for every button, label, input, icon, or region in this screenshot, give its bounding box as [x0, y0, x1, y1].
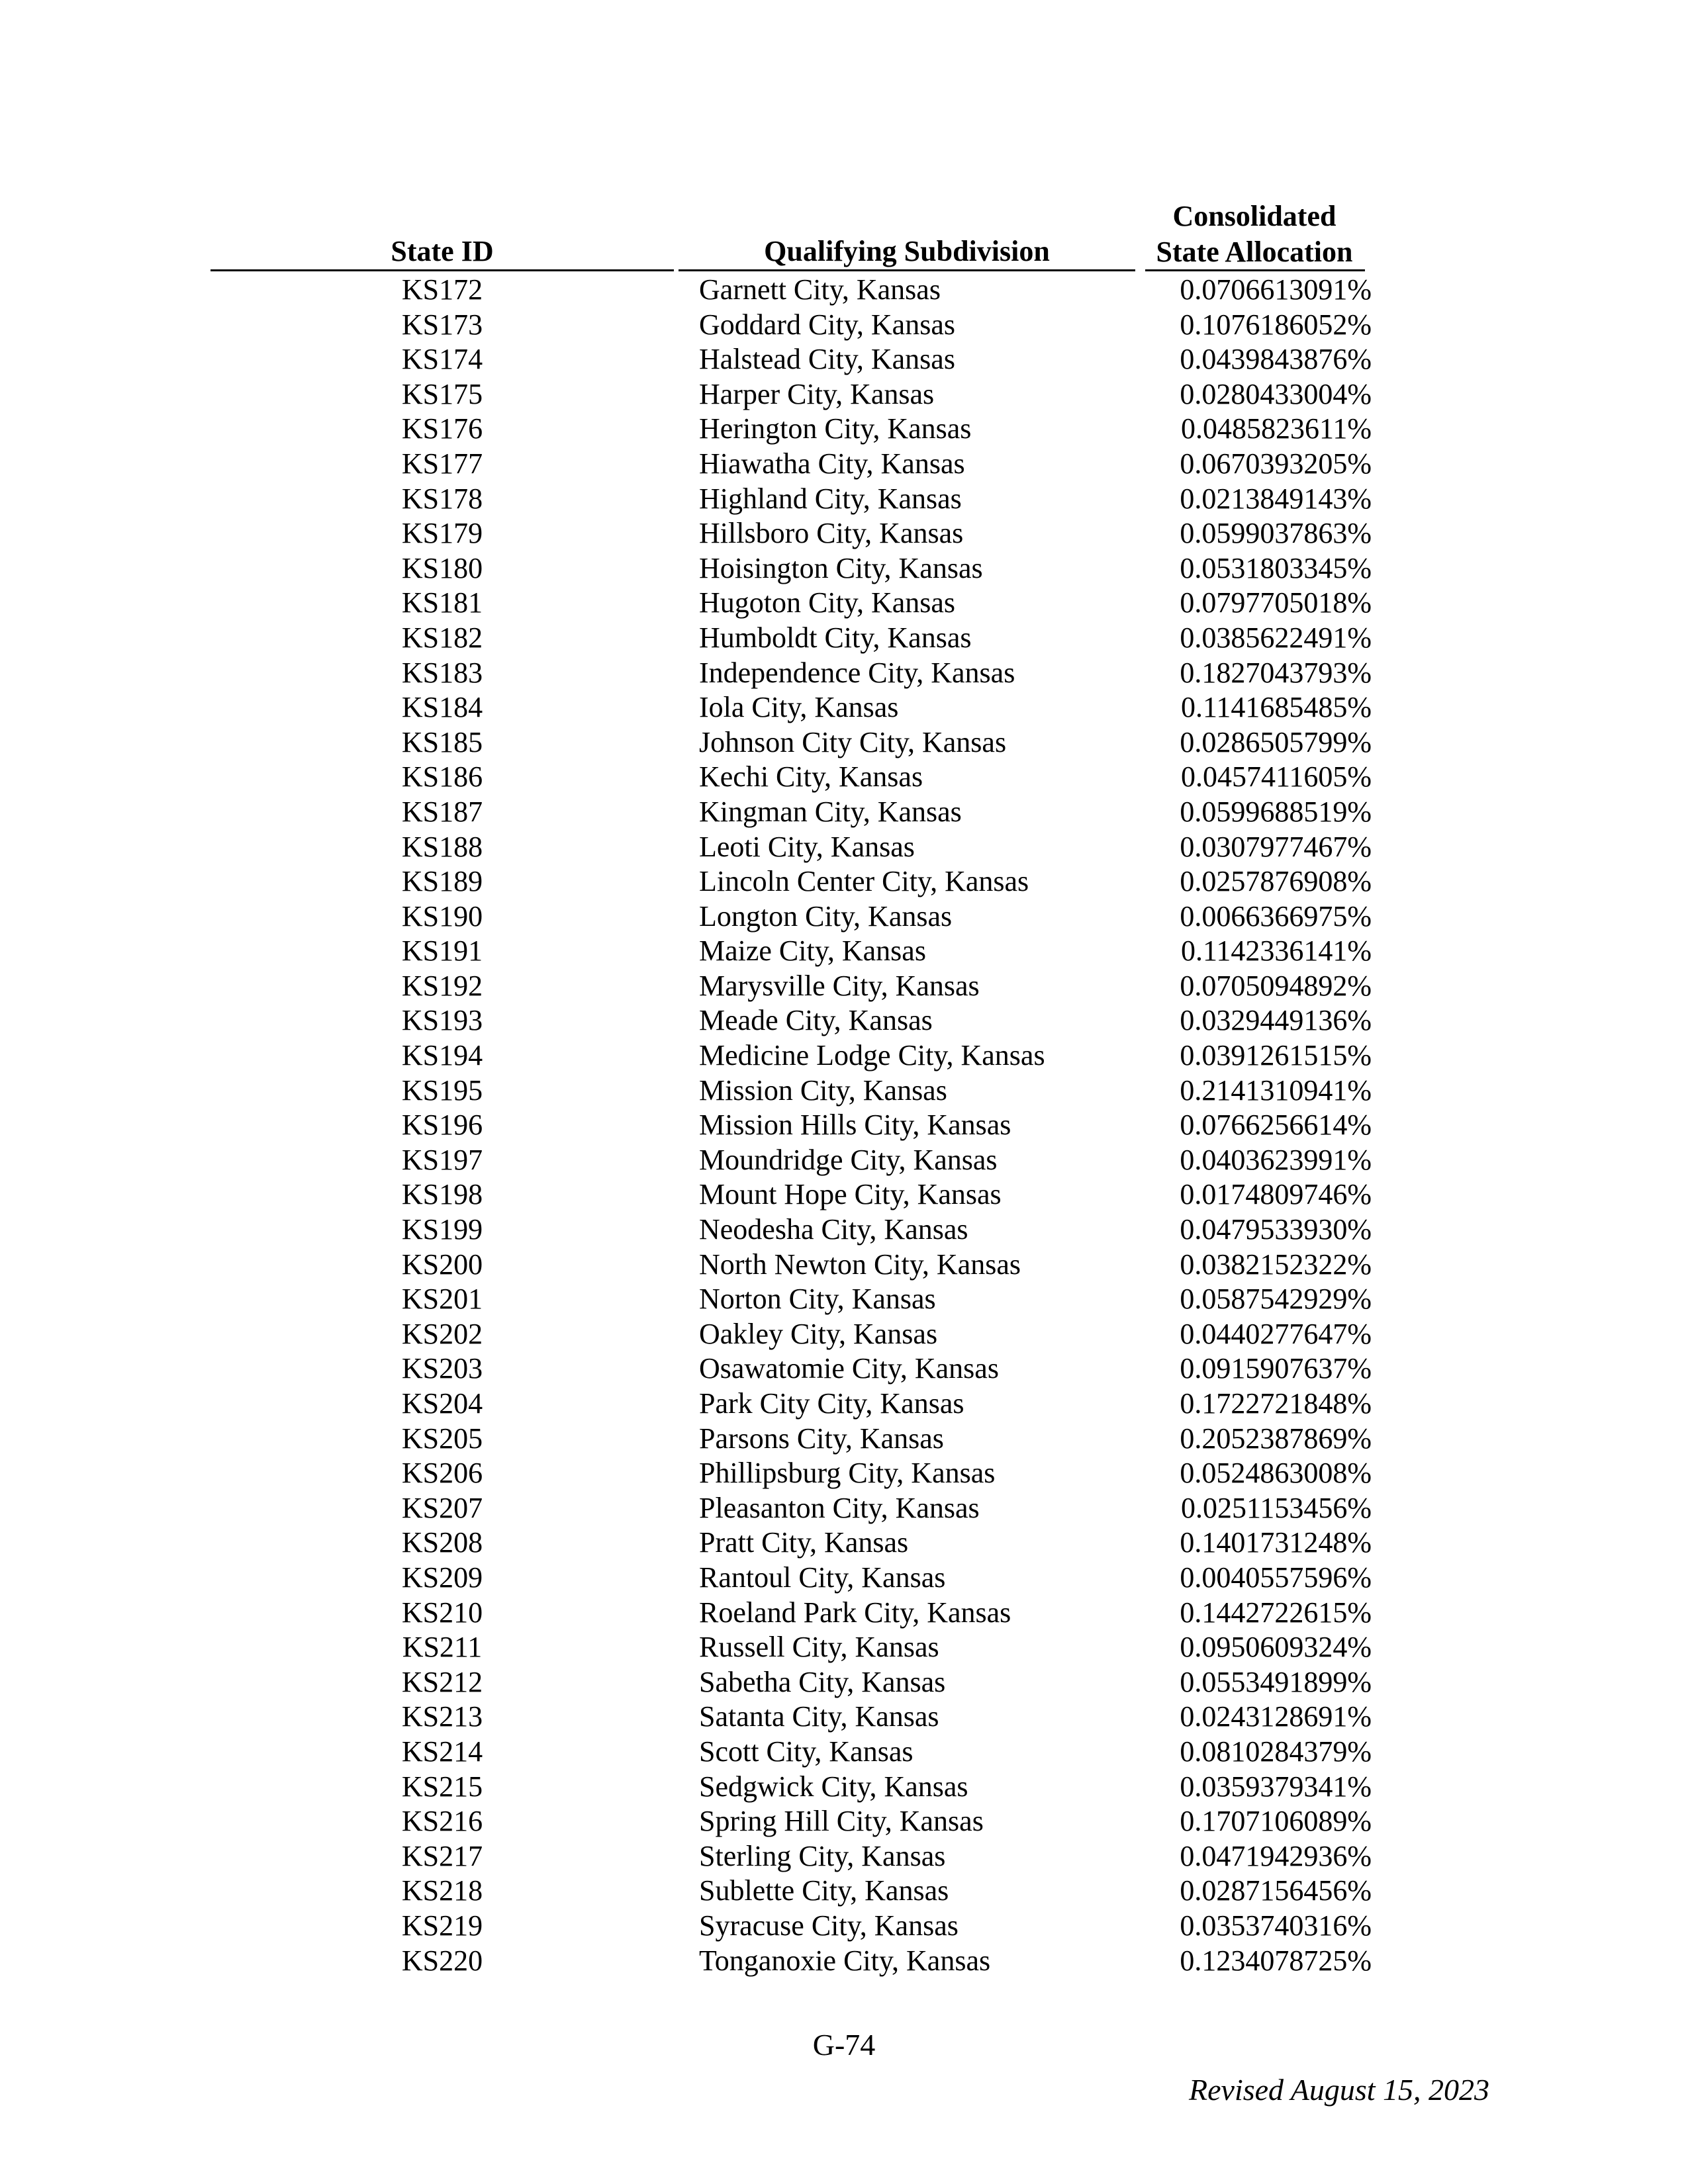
table-row [0, 1003, 1688, 1038]
subdivision-cell: Lincoln Center City, Kansas [699, 865, 1029, 898]
allocation-cell: 0.0066366975% [1180, 899, 1372, 933]
allocation-cell: 0.0797705018% [1180, 586, 1372, 619]
allocation-cell: 0.0353740316% [1180, 1909, 1372, 1942]
allocation-cell: 0.0439843876% [1180, 343, 1372, 376]
table-row [0, 725, 1688, 760]
table-row [0, 1038, 1688, 1073]
header-allocation-line2: State Allocation [1156, 236, 1353, 268]
allocation-cell: 0.0403623991% [1180, 1143, 1372, 1176]
state-id-cell: KS211 [402, 1631, 483, 1664]
allocation-cell: 0.1442722615% [1180, 1596, 1372, 1629]
allocation-cell: 0.0587542929% [1180, 1283, 1372, 1316]
state-id-cell: KS179 [401, 517, 483, 550]
subdivision-cell: Kingman City, Kansas [699, 795, 962, 828]
allocation-cell: 0.1142336141% [1180, 934, 1372, 968]
state-id-cell: KS193 [401, 1004, 483, 1037]
subdivision-cell: Hoisington City, Kansas [699, 551, 983, 584]
subdivision-cell: Humboldt City, Kansas [699, 621, 972, 654]
allocation-cell: 0.0280433004% [1180, 377, 1372, 410]
table-row [0, 1248, 1688, 1283]
table-row [0, 1317, 1688, 1352]
allocation-cell: 0.0382152322% [1180, 1248, 1372, 1281]
allocation-table-body [0, 273, 1688, 1978]
state-id-cell: KS185 [401, 725, 483, 758]
subdivision-cell: Goddard City, Kansas [699, 308, 955, 341]
allocation-cell: 0.0810284379% [1180, 1735, 1372, 1768]
table-row [0, 1630, 1688, 1665]
header-consolidated-state-allocation [1145, 199, 1364, 270]
state-id-cell: KS182 [401, 621, 483, 654]
table-row [0, 1387, 1688, 1422]
allocation-cell: 0.0213849143% [1180, 482, 1372, 515]
subdivision-cell: Harper City, Kansas [699, 377, 935, 410]
table-row [0, 308, 1688, 343]
table-row [0, 586, 1688, 621]
state-id-cell: KS172 [401, 273, 483, 306]
header-rule-subdivision [679, 269, 1135, 271]
state-id-cell: KS187 [401, 795, 483, 828]
table-row [0, 377, 1688, 412]
state-id-cell: KS216 [401, 1805, 483, 1838]
allocation-cell: 0.0329449136% [1180, 1004, 1372, 1037]
state-id-cell: KS192 [401, 969, 483, 1002]
state-id-cell: KS218 [401, 1874, 483, 1907]
table-row [0, 1456, 1688, 1491]
subdivision-cell: Moundridge City, Kansas [699, 1143, 998, 1176]
allocation-cell: 0.1827043793% [1180, 656, 1372, 689]
allocation-cell: 0.0440277647% [1180, 1317, 1372, 1350]
state-id-cell: KS180 [401, 551, 483, 584]
state-id-cell: KS195 [401, 1073, 483, 1107]
subdivision-cell: Scott City, Kansas [699, 1735, 914, 1768]
state-id-cell: KS203 [401, 1352, 483, 1385]
table-row [0, 621, 1688, 656]
state-id-cell: KS188 [401, 830, 483, 863]
state-id-cell: KS183 [401, 656, 483, 689]
state-id-cell: KS201 [401, 1283, 483, 1316]
table-row [0, 1073, 1688, 1109]
page-number: G-74 [812, 2028, 876, 2062]
allocation-cell: 0.2052387869% [1180, 1422, 1372, 1455]
allocation-cell: 0.0243128691% [1180, 1700, 1372, 1733]
allocation-cell: 0.0706613091% [1180, 273, 1372, 306]
table-row [0, 342, 1688, 377]
table-row [0, 899, 1688, 934]
subdivision-cell: Neodesha City, Kansas [699, 1213, 968, 1246]
allocation-cell: 0.0391261515% [1180, 1039, 1372, 1072]
state-id-cell: KS217 [401, 1839, 483, 1872]
table-row [0, 1596, 1688, 1631]
header-rule-allocation [1145, 269, 1365, 271]
state-id-cell: KS196 [401, 1109, 483, 1142]
table-row [0, 1700, 1688, 1735]
table-row [0, 412, 1688, 447]
subdivision-cell: Marysville City, Kansas [699, 969, 980, 1002]
table-row [0, 1804, 1688, 1839]
table-row [0, 795, 1688, 830]
state-id-cell: KS205 [401, 1422, 483, 1455]
table-row [0, 1944, 1688, 1979]
table-row [0, 1874, 1688, 1909]
allocation-cell: 0.0040557596% [1180, 1561, 1372, 1594]
allocation-cell: 0.0670393205% [1180, 447, 1372, 480]
state-id-cell: KS186 [401, 760, 483, 794]
table-row [0, 273, 1688, 308]
allocation-cell: 0.1722721848% [1180, 1387, 1372, 1420]
allocation-cell: 0.0599037863% [1180, 517, 1372, 550]
revision-date: Revised August 15, 2023 [1189, 2073, 1489, 2107]
allocation-cell: 0.0359379341% [1180, 1770, 1372, 1803]
subdivision-cell: Iola City, Kansas [699, 691, 899, 724]
allocation-cell: 0.0174809746% [1180, 1178, 1372, 1211]
allocation-cell: 0.0286505799% [1180, 725, 1372, 758]
state-id-cell: KS190 [401, 899, 483, 933]
table-row [0, 864, 1688, 899]
allocation-cell: 0.1707106089% [1180, 1805, 1372, 1838]
allocation-cell: 0.0599688519% [1180, 795, 1372, 828]
table-row [0, 690, 1688, 725]
subdivision-cell: Sabetha City, Kansas [699, 1665, 946, 1698]
subdivision-cell: Rantoul City, Kansas [699, 1561, 946, 1594]
state-id-cell: KS220 [401, 1944, 483, 1977]
subdivision-cell: Tonganoxie City, Kansas [699, 1944, 991, 1977]
state-id-cell: KS213 [401, 1700, 483, 1733]
subdivision-cell: Syracuse City, Kansas [699, 1909, 959, 1942]
allocation-cell: 0.1076186052% [1180, 308, 1372, 341]
allocation-cell: 0.1141685485% [1180, 691, 1372, 724]
state-id-cell: KS199 [401, 1213, 483, 1246]
header-state-id: State ID [391, 235, 494, 267]
state-id-cell: KS177 [401, 447, 483, 480]
subdivision-cell: Sedgwick City, Kansas [699, 1770, 968, 1803]
allocation-cell: 0.0471942936% [1180, 1839, 1372, 1872]
state-id-cell: KS204 [401, 1387, 483, 1420]
table-row [0, 1735, 1688, 1770]
subdivision-cell: Longton City, Kansas [699, 899, 953, 933]
subdivision-cell: Russell City, Kansas [699, 1631, 939, 1664]
subdivision-cell: Pleasanton City, Kansas [699, 1491, 980, 1524]
allocation-cell: 0.0307977467% [1180, 830, 1372, 863]
table-row [0, 1177, 1688, 1212]
subdivision-cell: Hillsboro City, Kansas [699, 517, 964, 550]
state-id-cell: KS219 [401, 1909, 483, 1942]
allocation-cell: 0.0524863008% [1180, 1457, 1372, 1490]
allocation-cell: 0.0766256614% [1180, 1109, 1372, 1142]
table-row [0, 1909, 1688, 1944]
subdivision-cell: Sublette City, Kansas [699, 1874, 949, 1907]
state-id-cell: KS189 [401, 865, 483, 898]
allocation-cell: 0.0950609324% [1180, 1631, 1372, 1664]
subdivision-cell: Highland City, Kansas [699, 482, 962, 515]
allocation-cell: 0.2141310941% [1180, 1073, 1372, 1107]
table-row [0, 516, 1688, 551]
table-row [0, 1108, 1688, 1143]
table-row [0, 1665, 1688, 1700]
table-row [0, 1282, 1688, 1317]
header-qualifying-subdivision: Qualifying Subdivision [764, 235, 1050, 267]
table-row [0, 1839, 1688, 1874]
subdivision-cell: Kechi City, Kansas [699, 760, 923, 794]
state-id-cell: KS209 [401, 1561, 483, 1594]
subdivision-cell: Medicine Lodge City, Kansas [699, 1039, 1045, 1072]
allocation-cell: 0.0705094892% [1180, 969, 1372, 1002]
state-id-cell: KS202 [401, 1317, 483, 1350]
state-id-cell: KS206 [401, 1457, 483, 1490]
subdivision-cell: Independence City, Kansas [699, 656, 1015, 689]
table-row [0, 830, 1688, 865]
state-id-cell: KS194 [401, 1039, 483, 1072]
table-row [0, 1561, 1688, 1596]
allocation-cell: 0.0485823611% [1180, 412, 1372, 445]
subdivision-cell: Leoti City, Kansas [699, 830, 915, 863]
subdivision-cell: Halstead City, Kansas [699, 343, 955, 376]
subdivision-cell: Norton City, Kansas [699, 1283, 936, 1316]
state-id-cell: KS208 [401, 1526, 483, 1559]
subdivision-cell: Hugoton City, Kansas [699, 586, 956, 619]
subdivision-cell: Osawatomie City, Kansas [699, 1352, 999, 1385]
subdivision-cell: Park City City, Kansas [699, 1387, 964, 1420]
state-id-cell: KS173 [401, 308, 483, 341]
subdivision-cell: Mount Hope City, Kansas [699, 1178, 1002, 1211]
table-row [0, 1422, 1688, 1457]
state-id-cell: KS214 [401, 1735, 483, 1768]
state-id-cell: KS181 [401, 586, 483, 619]
table-row [0, 1143, 1688, 1178]
subdivision-cell: Maize City, Kansas [699, 934, 926, 968]
subdivision-cell: Herington City, Kansas [699, 412, 972, 445]
subdivision-cell: Roeland Park City, Kansas [699, 1596, 1011, 1629]
subdivision-cell: Garnett City, Kansas [699, 273, 941, 306]
state-id-cell: KS174 [401, 343, 483, 376]
table-row [0, 934, 1688, 969]
table-row [0, 1491, 1688, 1526]
allocation-cell: 0.0257876908% [1180, 865, 1372, 898]
table-row [0, 551, 1688, 586]
subdivision-cell: Oakley City, Kansas [699, 1317, 938, 1350]
subdivision-cell: Mission Hills City, Kansas [699, 1109, 1011, 1142]
subdivision-cell: Phillipsburg City, Kansas [699, 1457, 996, 1490]
subdivision-cell: Spring Hill City, Kansas [699, 1805, 984, 1838]
table-row [0, 1212, 1688, 1248]
subdivision-cell: Satanta City, Kansas [699, 1700, 939, 1733]
allocation-cell: 0.0479533930% [1180, 1213, 1372, 1246]
state-id-cell: KS215 [401, 1770, 483, 1803]
state-id-cell: KS176 [401, 412, 483, 445]
header-rule-state-id [211, 269, 674, 271]
allocation-cell: 0.1401731248% [1180, 1526, 1372, 1559]
allocation-cell: 0.0385622491% [1180, 621, 1372, 654]
subdivision-cell: Pratt City, Kansas [699, 1526, 909, 1559]
table-row [0, 969, 1688, 1004]
subdivision-cell: Hiawatha City, Kansas [699, 447, 965, 480]
allocation-cell: 0.0251153456% [1180, 1491, 1372, 1524]
subdivision-cell: North Newton City, Kansas [699, 1248, 1021, 1281]
table-row [0, 1770, 1688, 1805]
table-row [0, 656, 1688, 691]
state-id-cell: KS210 [401, 1596, 483, 1629]
state-id-cell: KS200 [401, 1248, 483, 1281]
state-id-cell: KS191 [401, 934, 483, 968]
table-row [0, 482, 1688, 517]
table-row [0, 1525, 1688, 1561]
state-id-cell: KS184 [401, 691, 483, 724]
header-allocation-line1: Consolidated [1172, 200, 1336, 232]
allocation-cell: 0.0531803345% [1180, 551, 1372, 584]
state-id-cell: KS175 [401, 377, 483, 410]
state-id-cell: KS207 [401, 1491, 483, 1524]
allocation-cell: 0.1234078725% [1180, 1944, 1372, 1977]
table-row [0, 447, 1688, 482]
allocation-cell: 0.0553491899% [1180, 1665, 1372, 1698]
subdivision-cell: Mission City, Kansas [699, 1073, 947, 1107]
allocation-cell: 0.0457411605% [1180, 760, 1372, 794]
subdivision-cell: Parsons City, Kansas [699, 1422, 944, 1455]
table-row [0, 1351, 1688, 1387]
state-id-cell: KS198 [401, 1178, 483, 1211]
allocation-cell: 0.0915907637% [1180, 1352, 1372, 1385]
allocation-cell: 0.0287156456% [1180, 1874, 1372, 1907]
state-id-cell: KS212 [401, 1665, 483, 1698]
subdivision-cell: Meade City, Kansas [699, 1004, 933, 1037]
subdivision-cell: Sterling City, Kansas [699, 1839, 946, 1872]
state-id-cell: KS197 [401, 1143, 483, 1176]
subdivision-cell: Johnson City City, Kansas [699, 725, 1007, 758]
table-row [0, 760, 1688, 795]
state-id-cell: KS178 [401, 482, 483, 515]
